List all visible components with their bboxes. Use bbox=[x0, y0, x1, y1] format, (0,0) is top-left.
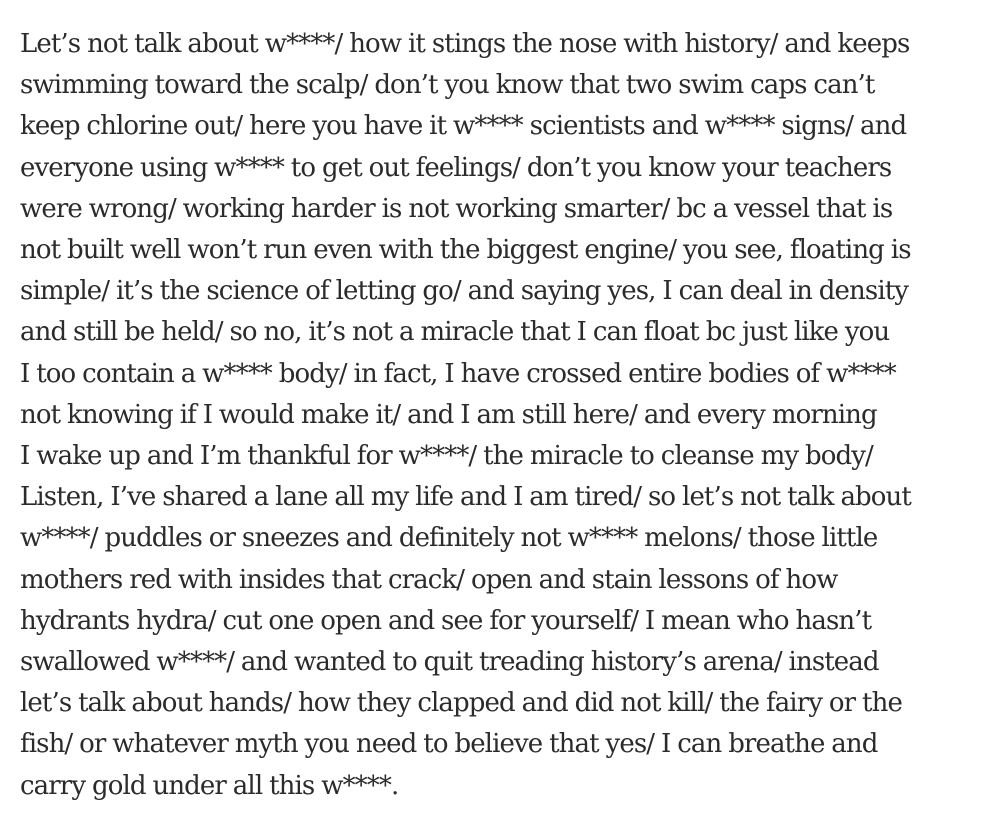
poem-line: carry gold under all this w****. bbox=[20, 770, 399, 801]
poem-line: Listen, I’ve shared a lane all my life and I am tired/ so let’s not talk about bbox=[20, 482, 911, 513]
poem-line: Let’s not talk about w****/ how it stings the nose with history/ and keeps bbox=[20, 29, 910, 59]
poem-line: not built well won’t run even with the biggest engine/ you see, floating is bbox=[20, 235, 911, 266]
poem-line: and still be held/ so no, it’s not a miracle that I can float bc just like you bbox=[20, 317, 890, 348]
poem-line: swimming toward the scalp/ don’t you know that two swim caps can’t bbox=[20, 70, 875, 101]
poem-line: swallowed w****/ and wanted to quit treading history’s arena/ instead bbox=[20, 647, 879, 678]
poem-line: mothers red with insides that crack/ open and stain lessons of how bbox=[20, 564, 838, 595]
poem-line: hydrants hydra/ cut one open and see for yourself/ I mean who hasn’t bbox=[20, 605, 872, 636]
poem-line: simple/ it’s the science of letting go/ and saying yes, I can deal in density bbox=[20, 276, 909, 307]
poem-line: keep chlorine out/ here you have it w**** scientists and w**** signs/ and bbox=[20, 111, 907, 142]
poem-line: not knowing if I would make it/ and I am still here/ and every morning bbox=[20, 399, 877, 430]
poem-text bbox=[20, 24, 980, 807]
poem-line: w****/ puddles or sneezes and definitely not w**** melons/ those little bbox=[20, 523, 878, 554]
poem-line: were wrong/ working harder is not working smarter/ bc a vessel that is bbox=[20, 193, 893, 224]
poem-line: I wake up and I’m thankful for w****/ the miracle to cleanse my body/ bbox=[20, 441, 873, 472]
poem-line: I too contain a w**** body/ in fact, I have crossed entire bodies of w**** bbox=[20, 358, 896, 389]
poem-line: everyone using w**** to get out feelings/ don’t you know your teachers bbox=[20, 152, 892, 183]
poem-line: fish/ or whatever myth you need to believe that yes/ I can breathe and bbox=[20, 729, 878, 760]
poem-line: let’s talk about hands/ how they clapped and did not kill/ the fairy or the bbox=[20, 688, 902, 719]
